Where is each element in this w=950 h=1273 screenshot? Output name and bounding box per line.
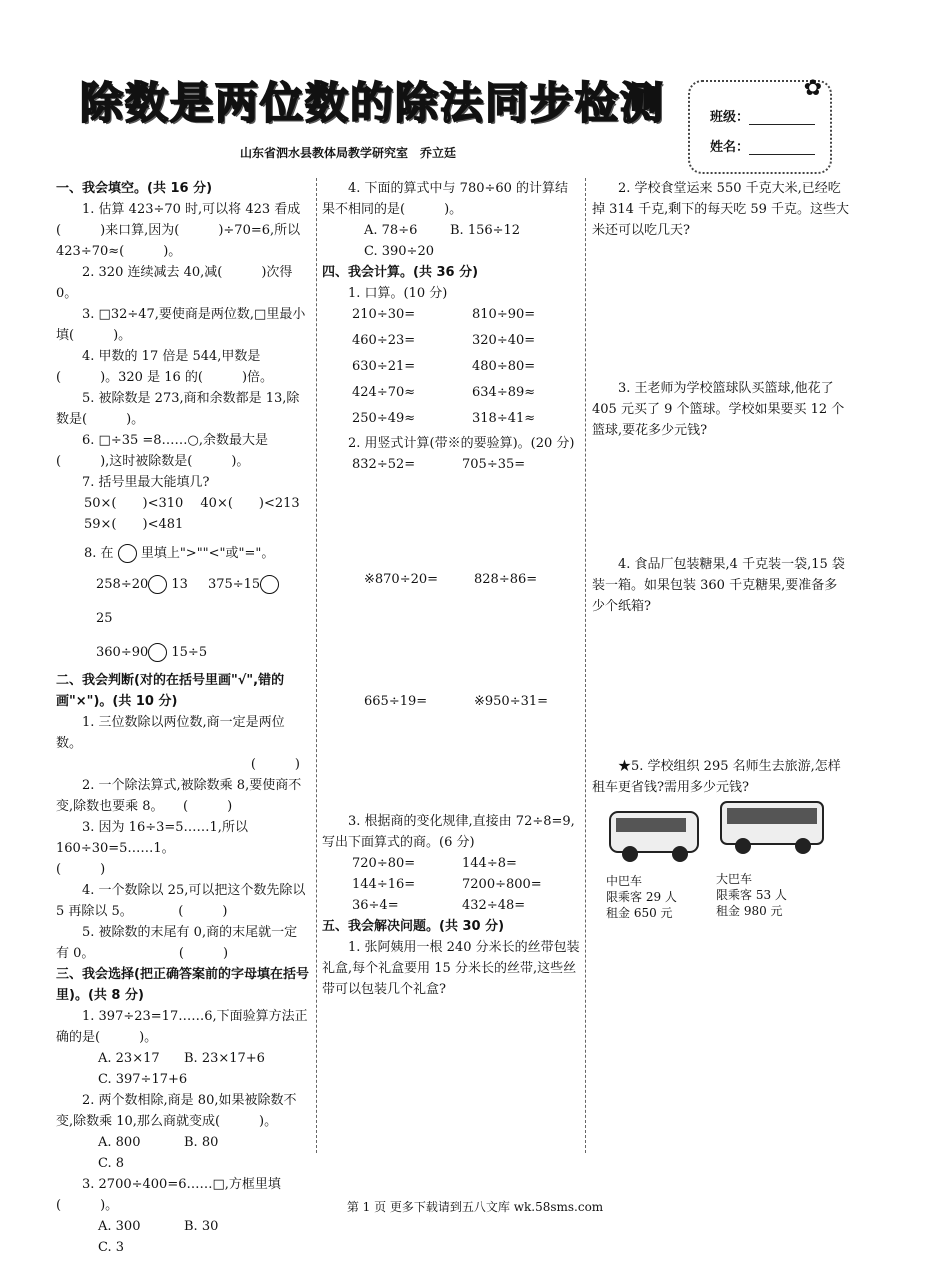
question: 3. 王老师为学校篮球队买篮球,他花了 405 元买了 9 个篮球。学校如果要买 12 个篮球,要花多少元钱? bbox=[592, 381, 845, 438]
sub-heading: 2. 用竖式计算(带※的要验算)。(20 分) bbox=[348, 436, 575, 451]
compare-items bbox=[56, 568, 310, 670]
calc-item: 705÷35= bbox=[462, 457, 526, 472]
calc-item: 320÷40= bbox=[472, 333, 536, 348]
name-label: 姓名： bbox=[710, 140, 750, 155]
compare-item[interactable]: 258÷20 13 bbox=[96, 577, 188, 592]
bus-options bbox=[592, 804, 850, 920]
options bbox=[56, 1216, 310, 1258]
question: 5. 被除数的末尾有 0,商的末尾就一定有 0。 ( ) bbox=[56, 925, 298, 961]
question: 1. 张阿姨用一根 240 分米长的丝带包装礼盒,每个礼盒要用 15 分米长的丝带,这些丝带可以包装几个礼盒? bbox=[322, 940, 580, 997]
question: 1. 397÷23=17……6,下面验算方法正确的是( )。 bbox=[56, 1009, 308, 1045]
column-right bbox=[592, 178, 850, 920]
calc-item: 210÷30= bbox=[352, 307, 416, 322]
question: ★5. 学校组织 295 名师生去旅游,怎样租车更省钱?需用多少元钱? bbox=[592, 759, 841, 795]
section-heading: 三、我会选择(把正确答案前的字母填在括号里)。(共 8 分) bbox=[56, 967, 309, 1003]
question-line: 59×( )<481 bbox=[84, 517, 184, 532]
circle-icon bbox=[118, 544, 137, 563]
bus-caption: 中巴车 限乘客 29 人 租金 650 元 bbox=[606, 874, 677, 920]
question: 4. 甲数的 17 倍是 544,甲数是( )。320 是 16 的( )倍。 bbox=[56, 349, 274, 385]
vertical-calc-row bbox=[322, 454, 580, 569]
page-footer: 第 1 页 更多下载请到五八文库 wk.58sms.com bbox=[346, 1200, 604, 1214]
calc-item: 144÷8= bbox=[462, 856, 517, 871]
option: A. 78÷6 bbox=[364, 223, 418, 238]
sub-heading: 3. 根据商的变化规律,直接由 72÷8=9,写出下面算式的商。(6 分) bbox=[322, 814, 575, 850]
option: C. 3 bbox=[98, 1240, 125, 1255]
option: A. 23×17 bbox=[98, 1051, 160, 1066]
calc-item: 424÷70≈ bbox=[352, 385, 416, 400]
bus-caption: 大巴车 限乘客 53 人 租金 980 元 bbox=[716, 872, 787, 918]
calc-item: 318÷41≈ bbox=[472, 411, 536, 426]
option: A. 800 bbox=[98, 1135, 141, 1150]
compare-item[interactable]: 375÷15 25 bbox=[96, 577, 279, 626]
option: B. 23×17+6 bbox=[184, 1051, 265, 1066]
vertical-calc-row bbox=[322, 569, 580, 691]
column-left bbox=[56, 178, 310, 1258]
coach-bus bbox=[716, 796, 828, 919]
compare-item[interactable]: 360÷90 15÷5 bbox=[96, 645, 208, 660]
calc-item: 810÷90= bbox=[472, 307, 536, 322]
column-divider bbox=[316, 178, 317, 1153]
name-field[interactable] bbox=[710, 136, 815, 155]
calc-item: 36÷4= bbox=[352, 898, 399, 913]
answer-paren: ( ) bbox=[250, 757, 300, 772]
calc-item: 250÷49≈ bbox=[352, 411, 416, 426]
minibus-icon bbox=[606, 804, 706, 866]
class-field[interactable] bbox=[710, 106, 815, 125]
minibus bbox=[606, 804, 706, 921]
column-middle bbox=[322, 178, 580, 1000]
calc-item: 665÷19= bbox=[364, 694, 428, 709]
author-line: 山东省泗水县教体局教学研究室 乔立廷 bbox=[240, 146, 457, 160]
option: B. 30 bbox=[184, 1219, 219, 1234]
options bbox=[56, 1132, 310, 1174]
question: 3. 因为 16÷3=5……1,所以 160÷30=5……1。 ( ) bbox=[56, 820, 273, 877]
options bbox=[322, 220, 580, 262]
question: 2. 两个数相除,商是 80,如果被除数不变,除数乘 10,那么商就变成( )。 bbox=[56, 1093, 297, 1129]
option: B. 80 bbox=[184, 1135, 219, 1150]
coach-bus-icon bbox=[716, 796, 828, 858]
vertical-calc-row bbox=[322, 691, 580, 811]
question: 4. 食品厂包装糖果,4 千克装一袋,15 袋装一箱。如果包装 360 千克糖果,要准备多少个纸箱? bbox=[592, 557, 845, 614]
calc-item: ※870÷20= bbox=[364, 572, 439, 587]
option: C. 8 bbox=[98, 1156, 125, 1171]
calc-item: 634÷89≈ bbox=[472, 385, 536, 400]
calc-item: 144÷16= bbox=[352, 877, 416, 892]
calc-item: 720÷80= bbox=[352, 856, 416, 871]
question: 4. 下面的算式中与 780÷60 的计算结果不相同的是( )。 bbox=[322, 181, 569, 217]
calc-item: 432÷48= bbox=[462, 898, 526, 913]
compare-question: 8. 在 里填上">""<"或"="。 bbox=[84, 546, 275, 561]
options bbox=[56, 1048, 310, 1090]
calc-item: 832÷52= bbox=[352, 457, 416, 472]
question: 2. 320 连续减去 40,减( )次得 0。 bbox=[56, 265, 293, 301]
oral-calc-grid bbox=[322, 304, 580, 429]
option: A. 300 bbox=[98, 1219, 141, 1234]
page-title: 除数是两位数的除法同步检测 bbox=[80, 79, 665, 129]
question: 2. 学校食堂运来 550 千克大米,已经吃掉 314 千克,剩下的每天吃 59 千克。这些大米还可以吃几天? bbox=[592, 181, 850, 238]
compare-circle-icon bbox=[148, 575, 167, 594]
question: 3. □32÷47,要使商是两位数,□里最小填( )。 bbox=[56, 307, 306, 343]
question-line: 50×( )<310 40×( )<213 bbox=[84, 496, 300, 511]
rule-calc-grid bbox=[322, 853, 580, 916]
option: C. 390÷20 bbox=[364, 244, 434, 259]
class-label: 班级： bbox=[710, 110, 750, 125]
compare-circle-icon bbox=[260, 575, 279, 594]
question: 4. 一个数除以 25,可以把这个数先除以 5 再除以 5。 ( ) bbox=[56, 883, 306, 919]
calc-item: 828÷86= bbox=[474, 572, 538, 587]
section-heading: 一、我会填空。(共 16 分) bbox=[56, 181, 213, 196]
flower-decoration-icon: ✿ bbox=[803, 76, 822, 101]
calc-item: 630÷21= bbox=[352, 359, 416, 374]
question: 7. 括号里最大能填几? bbox=[82, 475, 210, 490]
option: C. 397÷17+6 bbox=[98, 1072, 188, 1087]
question: 5. 被除数是 273,商和余数都是 13,除数是( )。 bbox=[56, 391, 300, 427]
compare-circle-icon bbox=[148, 643, 167, 662]
question: 3. 2700÷400=6……□,方框里填( )。 bbox=[56, 1177, 281, 1213]
calc-item: 7200÷800= bbox=[462, 877, 542, 892]
question: 6. □÷35 =8……○,余数最大是( ),这时被除数是( )。 bbox=[56, 433, 269, 469]
calc-item: ※950÷31= bbox=[474, 694, 549, 709]
name-box bbox=[688, 76, 832, 174]
calc-item: 480÷80= bbox=[472, 359, 536, 374]
question: 1. 估算 423÷70 时,可以将 423 看成( )来口算,因为( )÷70=6,所以 423÷70≈( )。 bbox=[56, 202, 301, 259]
calc-item: 460÷23= bbox=[352, 333, 416, 348]
option: B. 156÷12 bbox=[450, 223, 521, 238]
question: 1. 三位数除以两位数,商一定是两位数。 bbox=[56, 715, 285, 751]
section-heading: 二、我会判断(对的在括号里画"√",错的画"×")。(共 10 分) bbox=[56, 673, 285, 709]
question: 2. 一个除法算式,被除数乘 8,要使商不变,除数也要乘 8。 ( ) bbox=[56, 778, 302, 814]
sub-heading: 1. 口算。(10 分) bbox=[348, 286, 448, 301]
section-heading: 四、我会计算。(共 36 分) bbox=[322, 265, 479, 280]
section-heading: 五、我会解决问题。(共 30 分) bbox=[322, 919, 505, 934]
